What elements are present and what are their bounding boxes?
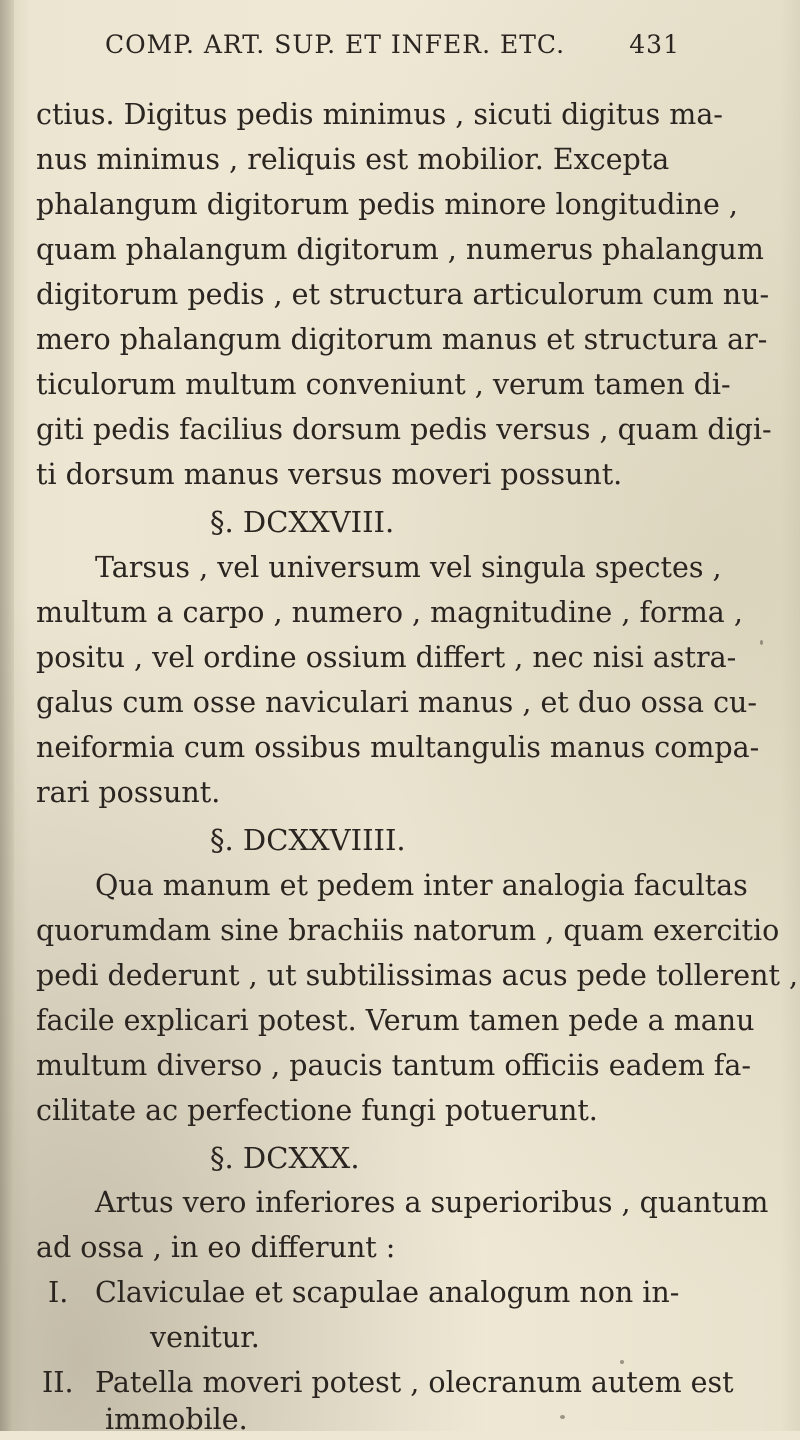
list-item-text: Patella moveri potest , olecranum autem est bbox=[95, 1366, 734, 1399]
text-line: Artus vero inferiores a superioribus , quantum bbox=[95, 1186, 769, 1219]
text-line: multum a carpo , numero , magnitudine , forma , bbox=[36, 596, 743, 629]
text-line: cilitate ac perfectione fungi potuerunt. bbox=[36, 1094, 598, 1127]
text-line: ad ossa , in eo differunt : bbox=[36, 1231, 396, 1264]
text-line: galus cum osse naviculari manus , et duo ossa cu- bbox=[36, 686, 758, 719]
page-number: 431 bbox=[629, 30, 680, 59]
text-line: Tarsus , vel universum vel singula spectes , bbox=[95, 551, 722, 584]
text-line: positu , vel ordine ossium differt , nec nisi astra- bbox=[36, 641, 737, 674]
text-line: digitorum pedis , et structura articulorum cum nu- bbox=[36, 278, 770, 311]
paper-speck bbox=[760, 640, 763, 645]
text-line: Qua manum et pedem inter analogia facultas bbox=[95, 869, 748, 902]
running-head: COMP. ART. SUP. ET INFER. ETC. bbox=[105, 30, 566, 59]
text-line: phalangum digitorum pedis minore longitudine , bbox=[36, 188, 738, 221]
list-item-number: I. bbox=[48, 1276, 69, 1309]
text-line: nus minimus , reliquis est mobilior. Excepta bbox=[36, 143, 670, 176]
text-line: ti dorsum manus versus moveri possunt. bbox=[36, 458, 623, 491]
text-line: ticulorum multum conveniunt , verum tamen di- bbox=[36, 368, 731, 401]
text-line: neiformia cum ossibus multangulis manus compa- bbox=[36, 731, 760, 764]
text-line: giti pedis facilius dorsum pedis versus , quam digi- bbox=[36, 413, 772, 446]
text-line: ctius. Digitus pedis minimus , sicuti digitus ma- bbox=[36, 98, 723, 131]
paper-speck bbox=[620, 1360, 624, 1364]
text-line: quam phalangum digitorum , numerus phalangum bbox=[36, 233, 764, 266]
list-item-number: II. bbox=[42, 1366, 74, 1399]
paper-speck bbox=[745, 300, 748, 303]
text-line: quorumdam sine brachiis natorum , quam exercitio bbox=[36, 914, 780, 947]
list-item-continuation: immobile. bbox=[105, 1403, 248, 1436]
text-line: facile explicari potest. Verum tamen pede a manu bbox=[36, 1004, 755, 1037]
list-item-continuation: venitur. bbox=[150, 1321, 260, 1354]
text-line: mero phalangum digitorum manus et structura ar- bbox=[36, 323, 768, 356]
paper-speck bbox=[700, 1390, 703, 1393]
text-line: pedi dederunt , ut subtilissimas acus pede tollerent , bbox=[36, 959, 799, 992]
list-item-text: Claviculae et scapulae analogum non in- bbox=[95, 1276, 680, 1309]
text-line: multum diverso , paucis tantum officiis eadem fa- bbox=[36, 1049, 751, 1082]
page-header bbox=[60, 30, 680, 70]
book-gutter-shadow bbox=[0, 0, 14, 1431]
scanned-book-page: COMP. ART. SUP. ET INFER. ETC. 431 ctius. Digitus pedis minimus , sicuti digitus ma- nus minimus , reliquis est mobilior. Excepta phalangum digitorum pedis minore longitudine , quam phalangum digitorum , numerus phalangum digitorum pedis , et structura articulorum cum nu- mero phalangum digitorum manus et structura ar- ticulorum multum conveniunt , verum tamen di- giti pedis facilius dorsum pedis versus , quam digi- ti dorsum manus versus moveri possunt. §. DCXXVIII. Tarsus , vel universum vel singula spectes , multum a carpo , numero , magnitudine , forma , positu , vel ordine ossium differt , nec nisi astra- galus cum osse naviculari manus , et duo ossa cu- neiformia cum ossibus multangulis manus compa- rari possunt. §. DCXXVIIII. Qua manum et pedem inter analogia facultas quorumdam sine brachiis natorum , quam exercitio pedi dederunt , ut subtilissimas acus pede tollerent , facile explicari potest. Verum tamen pede a manu multum diverso , paucis tantum officiis eadem fa- cilitate ac perfectione fungi potuerunt. §. DCXXX. Artus vero inferiores a superioribus , quantum ad ossa , in eo differunt : I. Claviculae et scapulae analogum non in- venitur. II. Patella moveri potest , olecranum autem est immobile. bbox=[0, 0, 800, 1431]
text-line: rari possunt. bbox=[36, 776, 221, 809]
paper-speck bbox=[560, 1415, 565, 1419]
